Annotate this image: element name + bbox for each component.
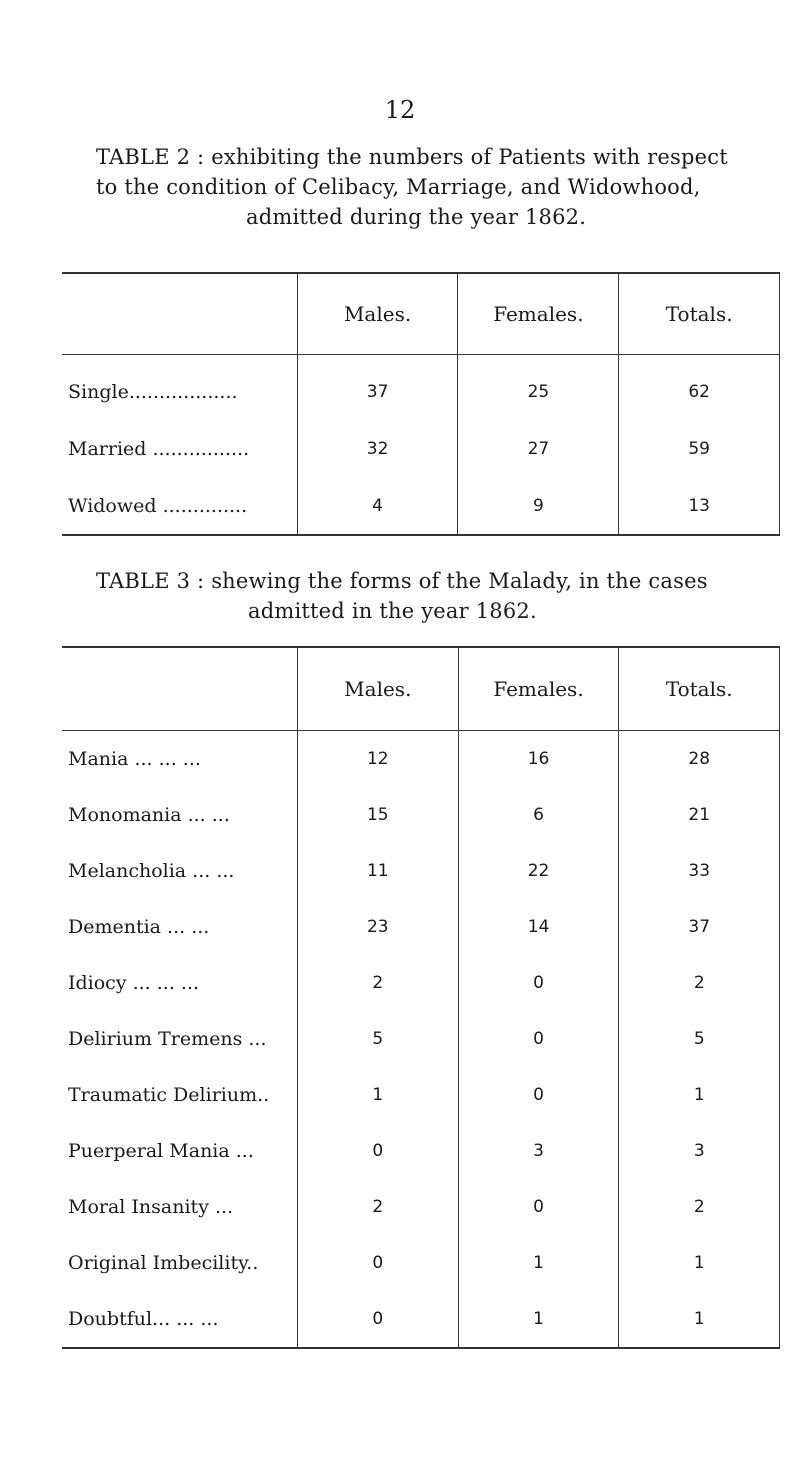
table-row [62,843,780,899]
cell-totals: 37 [619,899,780,955]
row-label: Mania ... ... ... [68,748,201,770]
row-label: Moral Insanity ... [68,1196,234,1218]
row-label: Monomania ... ... [68,804,230,826]
cell-totals: 33 [619,843,780,899]
row-label: Idiocy ... ... ... [68,972,200,994]
header-females: Females. [458,273,619,355]
row-label: Widowed .............. [68,494,248,517]
row-label: Single.................. [68,380,238,403]
cell-females: 14 [458,899,619,955]
cell-totals: 21 [619,787,780,843]
cell-totals: 1 [619,1067,780,1123]
header-totals: Totals. [619,647,780,731]
row-label: Traumatic Delirium.. [68,1084,270,1106]
header-males: Males. [298,647,459,731]
table-row [62,420,780,477]
cell-totals: 28 [619,731,780,788]
cell-totals: 59 [619,420,780,477]
cell-females: 0 [458,1011,619,1067]
cell-males: 32 [297,420,458,477]
table-row [62,1011,780,1067]
table-row [62,899,780,955]
cell-females: 16 [458,731,619,788]
marital-status-table [62,272,780,536]
cell-females: 9 [458,477,619,535]
table-row [62,731,780,788]
header-totals: Totals. [619,273,780,355]
cell-males: 2 [298,1179,459,1235]
table2-caption-line2: to the condition of Celibacy, Marriage, and Widowhood, [96,175,701,199]
cell-males: 11 [298,843,459,899]
header-blank [62,273,297,355]
row-label: Married ................ [68,437,250,460]
cell-males: 15 [298,787,459,843]
cell-females: 1 [458,1235,619,1291]
table-row [62,355,780,421]
cell-females: 27 [458,420,619,477]
table3-caption [96,566,796,626]
cell-females: 1 [458,1291,619,1348]
table2-caption-line1: TABLE 2 : exhibiting the numbers of Patients with respect [96,145,728,169]
cell-females: 25 [458,355,619,421]
page-number: 12 [384,96,416,124]
cell-females: 0 [458,955,619,1011]
table-row [62,1291,780,1348]
cell-males: 23 [298,899,459,955]
table-header-row [62,273,780,355]
table-row [62,1067,780,1123]
cell-males: 4 [297,477,458,535]
cell-totals: 62 [619,355,780,421]
table2-caption-line3: admitted during the year 1862. [246,205,587,229]
header-females: Females. [458,647,619,731]
cell-females: 0 [458,1179,619,1235]
cell-males: 12 [298,731,459,788]
table-row [62,955,780,1011]
cell-totals: 2 [619,955,780,1011]
row-label: Original Imbecility.. [68,1252,259,1274]
malady-forms-table [62,646,780,1349]
row-label: Dementia ... ... [68,916,210,938]
cell-males: 0 [298,1291,459,1348]
cell-males: 5 [298,1011,459,1067]
cell-males: 0 [298,1123,459,1179]
cell-totals: 1 [619,1291,780,1348]
table-header-row [62,647,780,731]
cell-males: 37 [297,355,458,421]
table-row [62,787,780,843]
cell-females: 6 [458,787,619,843]
cell-males: 2 [298,955,459,1011]
table-row [62,1179,780,1235]
table3-caption-line1: TABLE 3 : shewing the forms of the Malady, in the cases [96,569,708,593]
cell-females: 22 [458,843,619,899]
row-label: Delirium Tremens ... [68,1028,267,1050]
cell-totals: 5 [619,1011,780,1067]
table-row [62,1235,780,1291]
header-blank [62,647,298,731]
row-label: Puerperal Mania ... [68,1140,254,1162]
cell-totals: 3 [619,1123,780,1179]
cell-females: 3 [458,1123,619,1179]
cell-males: 1 [298,1067,459,1123]
cell-totals: 1 [619,1235,780,1291]
table-row [62,1123,780,1179]
cell-males: 0 [298,1235,459,1291]
cell-totals: 13 [619,477,780,535]
cell-totals: 2 [619,1179,780,1235]
row-label: Melancholia ... ... [68,860,235,882]
cell-females: 0 [458,1067,619,1123]
table3-caption-line2: admitted in the year 1862. [248,599,537,623]
header-males: Males. [297,273,458,355]
table-row [62,477,780,535]
table2-caption [96,142,796,232]
row-label: Doubtful... ... ... [68,1308,219,1330]
